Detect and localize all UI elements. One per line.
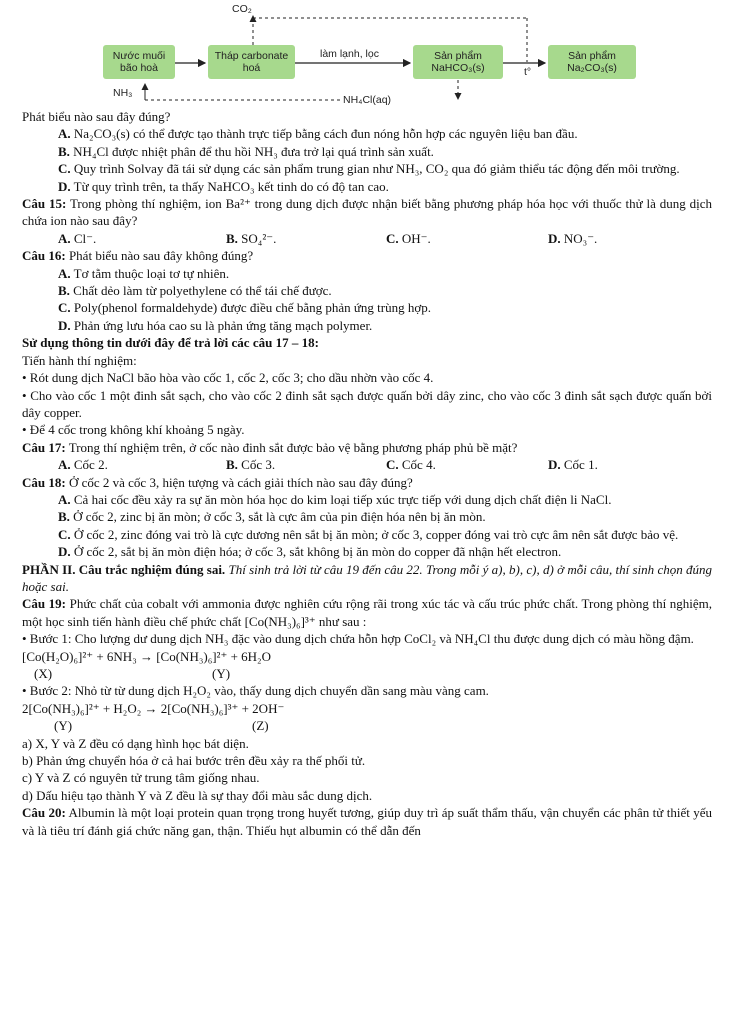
box-saturated-brine: Nước muối bão hoà (103, 45, 175, 79)
heat-label: t° (524, 66, 532, 78)
q19-equation-1-labels: (X) (Y) (34, 666, 231, 681)
q15-option-d: D. NO₃⁻. (548, 230, 598, 246)
q15-question: Câu 15: Trong phòng thí nghiệm, ion Ba²⁺ trong dung dịch được nhận biết bằng phương pháp hóa học với thuốc thử là dung dịch chứa ion nào sau đây? (22, 196, 712, 229)
q16-option-b: B. Chất dẻo làm từ polyethylene có thể tái chế được. (58, 283, 332, 299)
q16-question: Câu 16: Phát biểu nào sau đây không đúng? (22, 248, 254, 264)
experiment-step-3: • Để 4 cốc trong không khí khoảng 5 ngày. (22, 422, 245, 438)
q14-prompt: Phát biểu nào sau đây đúng? (22, 109, 171, 124)
q17-option-b: B. Cốc 3. (226, 457, 276, 473)
q17-option-a: A. Cốc 2. (58, 457, 108, 473)
nh4cl-label: NH₄Cl(aq) (343, 94, 392, 106)
q19-step-2: • Bước 2: Nhỏ từ từ dung dịch H₂O₂ vào, thấy dung dịch chuyển dần sang màu vàng cam. (22, 683, 489, 699)
part2-heading: PHẦN II. Câu trắc nghiệm đúng sai. Thí sinh trả lời từ câu 19 đến câu 22. Trong mỗi ý a), b), c), d) ở mỗi câu, thí sinh chọn đúng hoặc sai. (22, 561, 712, 594)
q18-option-c: C. Ở cốc 2, zinc đóng vai trò là cực dương nên sắt bị ăn mòn; ở cốc 3, copper đóng vai trò cực âm nên sắt được bảo vệ. (58, 526, 679, 542)
q15-option-c: C. OH⁻. (386, 230, 431, 246)
q17-option-d: D. Cốc 1. (548, 457, 598, 473)
q19-statement-a: a) X, Y và Z đều có dạng hình học bát diện. (22, 735, 249, 751)
q14-option-d: D. Từ quy trình trên, ta thấy NaHCO₃ kết tinh do có độ tan cao. (58, 178, 389, 194)
nh3-label: NH₃ (113, 87, 133, 99)
box-na2co3-product: Sản phẩm Na₂CO₃(s) (548, 45, 636, 79)
experiment-step-1: • Rót dung dịch NaCl bão hòa vào cốc 1, cốc 2, cốc 3; cho dầu nhờn vào cốc 4. (22, 370, 434, 386)
box-carbonation-tower: Tháp carbonate hoá (208, 45, 295, 79)
q15-options (22, 230, 712, 247)
q15-option-b: B. SO₄²⁻. (226, 230, 277, 246)
box-nahco3-product: Sản phẩm NaHCO₃(s) (413, 45, 503, 79)
info-heading: Sử dụng thông tin dưới đây để trả lời các câu 17 – 18: (22, 335, 319, 351)
experiment-step-2: • Cho vào cốc 1 một đinh sắt sạch, cho vào cốc 2 đinh sắt sạch được quấn bởi dây zinc, cho vào cốc 3 đinh sắt sạch được quấn bởi dây copper. (22, 387, 712, 420)
q17-question: Câu 17: Trong thí nghiệm trên, ở cốc nào đinh sắt được bảo vệ bằng phương pháp phủ bề mặt? (22, 439, 518, 455)
q17-options (22, 456, 712, 473)
q17-option-c: C. Cốc 4. (386, 457, 436, 473)
q19-statement-d: d) Dấu hiệu tạo thành Y và Z đều là sự thay đổi màu sắc dung dịch. (22, 787, 373, 803)
q16-option-d: D. Phản ứng lưu hóa cao su là phản ứng tăng mạch polymer. (58, 317, 373, 333)
q19-equation-2-labels: (Y) (Z) (54, 718, 269, 734)
cooling-filter-label: làm lạnh, lọc (320, 48, 379, 60)
q19-equation-1: [Co(H₂O)₆]²⁺ + 6NH₃ → [Co(NH₃)₆]²⁺ + 6H₂O (22, 648, 271, 664)
q19-equation-2: 2[Co(NH₃)₆]²⁺ + H₂O₂ → 2[Co(NH₃)₆]³⁺ + 2OH⁻ (22, 700, 285, 716)
q15-option-a: A. Cl⁻. (58, 230, 97, 246)
q16-option-c: C. Poly(phenol formaldehyde) được điều chế bằng phản ứng trùng hợp. (58, 300, 431, 316)
q20-question: Câu 20: Albumin là một loại protein quan trọng trong huyết tương, giúp duy trì áp suất thẩm thấu, vận chuyển các phân tử thiết yếu và là tiêu trí đánh giá chức năng gan, thận. Thiếu hụt albumin có thể dẫn đến (22, 805, 712, 838)
q18-option-d: D. Ở cốc 2, sắt bị ăn mòn điện hóa; ở cốc 3, sắt không bị ăn mòn do copper đã nhận hết electron. (58, 544, 562, 560)
q18-option-a: A. Cả hai cốc đều xảy ra sự ăn mòn hóa học do kim loại tiếp xúc trực tiếp với dung dịch chất điện li NaCl. (58, 491, 612, 507)
q14-option-a: A. Na₂CO₃(s) có thể được tạo thành trực tiếp bằng cách đun nóng hỗn hợp các nguyên liệu ban đầu. (58, 126, 578, 142)
experiment-intro: Tiến hành thí nghiệm: (22, 352, 137, 368)
q19-statement-b: b) Phản ứng chuyển hóa ở cả hai bước trên đều xảy ra thế phối tử. (22, 753, 366, 769)
exam-text (22, 108, 712, 839)
co2-label: CO₂ (232, 3, 252, 15)
q16-option-a: A. Tơ tằm thuộc loại tơ tự nhiên. (58, 265, 230, 281)
q14-option-c: C. Quy trình Solvay đã tái sử dụng các sản phẩm trung gian như NH₃, CO₂ qua đó giảm thiểu tác động đến môi trường. (58, 161, 680, 177)
q18-option-b: B. Ở cốc 2, zinc bị ăn mòn; ở cốc 3, sắt là cực âm của pin điện hóa nên bị ăn mòn. (58, 509, 486, 525)
q18-question: Câu 18: Ở cốc 2 và cốc 3, hiện tượng và cách giải thích nào sau đây đúng? (22, 474, 413, 490)
q19-step-1: • Bước 1: Cho lượng dư dung dịch NH₃ đặc vào dung dịch chứa hỗn hợp CoCl₂ và NH₄Cl thu được dung dịch có màu hồng đậm. (22, 631, 694, 647)
q19-statement-c: c) Y và Z có nguyên tử trung tâm giống nhau. (22, 770, 260, 786)
q19-question: Câu 19: Phức chất của cobalt với ammonia được nghiên cứu rộng rãi trong xúc tác và cấu trúc phức chất. Trong phòng thí nghiệm, một học sinh tiến hành điều chế phức chất [Co(NH₃)₆]³⁺ như sau : (22, 596, 712, 629)
q14-option-b: B. NH₄Cl được nhiệt phân để thu hồi NH₃ đưa trở lại quá trình sản xuất. (58, 143, 434, 159)
solvay-diagram (0, 0, 730, 112)
